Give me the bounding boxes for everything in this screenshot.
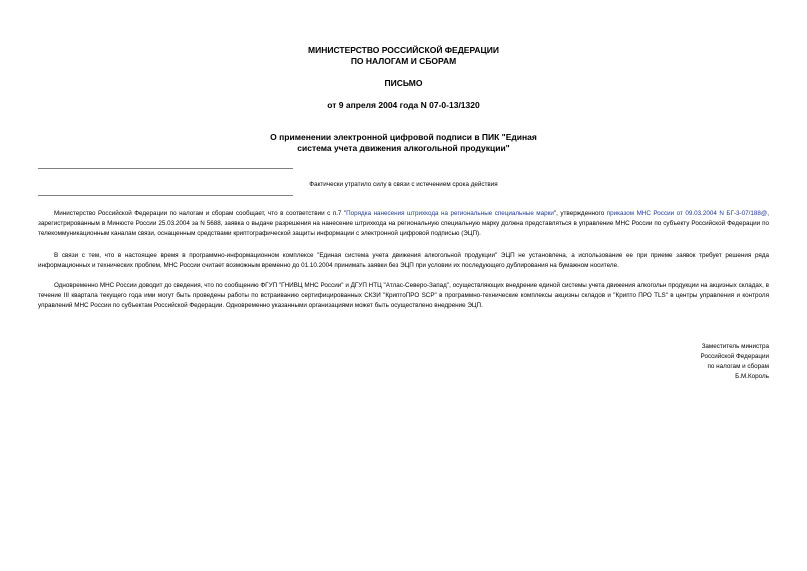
paragraph-1-text-a: Министерство Российской Федерации по налогам и сборам сообщает, что в соответствии с п.7 " (54, 210, 347, 217)
ministry-line-1: МИНИСТЕРСТВО РОССИЙСКОЙ ФЕДЕРАЦИИ (308, 45, 499, 55)
document-subject (0, 132, 807, 154)
paragraph-1-text-b: ", утвержденного (553, 210, 607, 217)
document-date-number: от 9 апреля 2004 года N 07-0-13/1320 (327, 100, 480, 110)
signature-position-3: по налогам и сборам (707, 363, 769, 370)
signature-position-1: Заместитель министра (701, 343, 769, 350)
ministry-line-2: ПО НАЛОГАМ И СБОРАМ (350, 56, 457, 66)
divider-top (38, 168, 293, 169)
paragraph-2-text: В связи с тем, что в настоящее время в программно-информационном комплексе "Единая система учета движения алкогольной продукции" ЭЦП не установлена, а использование ее при приеме заявок требует решения ряда информационных и технических проблем, МНС России считает возможным временно до 01.10.2004 принимать заявки без ЭЦП при условии их последующего дублирования на бумажном носителе. (38, 252, 769, 269)
document-type: ПИСЬМО (384, 78, 423, 88)
subject-line-2: система учета движения алкогольной продукции" (297, 143, 510, 153)
link-order-mns[interactable]: приказом МНС России от 09.03.2004 N БГ-3-07/188@ (606, 210, 768, 217)
signature-position-2: Российской Федерации (700, 353, 769, 360)
paragraph-3-text: Одновременно МНС России доводит до сведения, что по сообщению ФГУП "ГНИВЦ МНС России" и ДГУП НТЦ "Атлас-Северо-Запад", осуществляющих внедрение единой системы учета движения алкогольн продукции на акцизных складах, в течение III квартала текущего года ими могут быть проведены работы по встраиванию сертифицированных СКЗИ "КриптоПРО SCP" в программно-технические комплексы акцизны складов и "Крипто ПРО TLS" в центры управления и контроля управлений МНС России по субъектам Российской Федерации. Одновременно указанными организациями может быть осуществлено внедрение ЭЦП. (38, 282, 769, 309)
subject-line-1: О применении электронной цифровой подписи в ПИК "Единая (270, 132, 537, 142)
paragraph-3 (38, 281, 769, 311)
signature-block (701, 342, 769, 382)
divider-bottom (38, 195, 293, 196)
paragraph-1-text-c: , зарегистрированным в Минюсте России 25.03.2004 за N 5688, заявка о выдаче разрешения на нанесение штрихкода на региональную специальную марку должна представляться в управление МНС России по субъекту Российской Федерации по телекоммуникационным каналам связи, оснащенным средствами криптографической защиты информации с электронной цифровой подписью (ЭЦП). (38, 210, 769, 237)
paragraph-2 (38, 251, 769, 271)
link-barcode-procedure[interactable]: Порядка нанесения штрихкода на региональные специальные марки (346, 210, 554, 217)
ministry-name (0, 45, 807, 67)
paragraph-1 (38, 209, 769, 239)
signature-name: Б.М.Король (735, 373, 769, 380)
status-notice: Фактически утратило силу в связи с истечением срока действия (309, 181, 498, 188)
